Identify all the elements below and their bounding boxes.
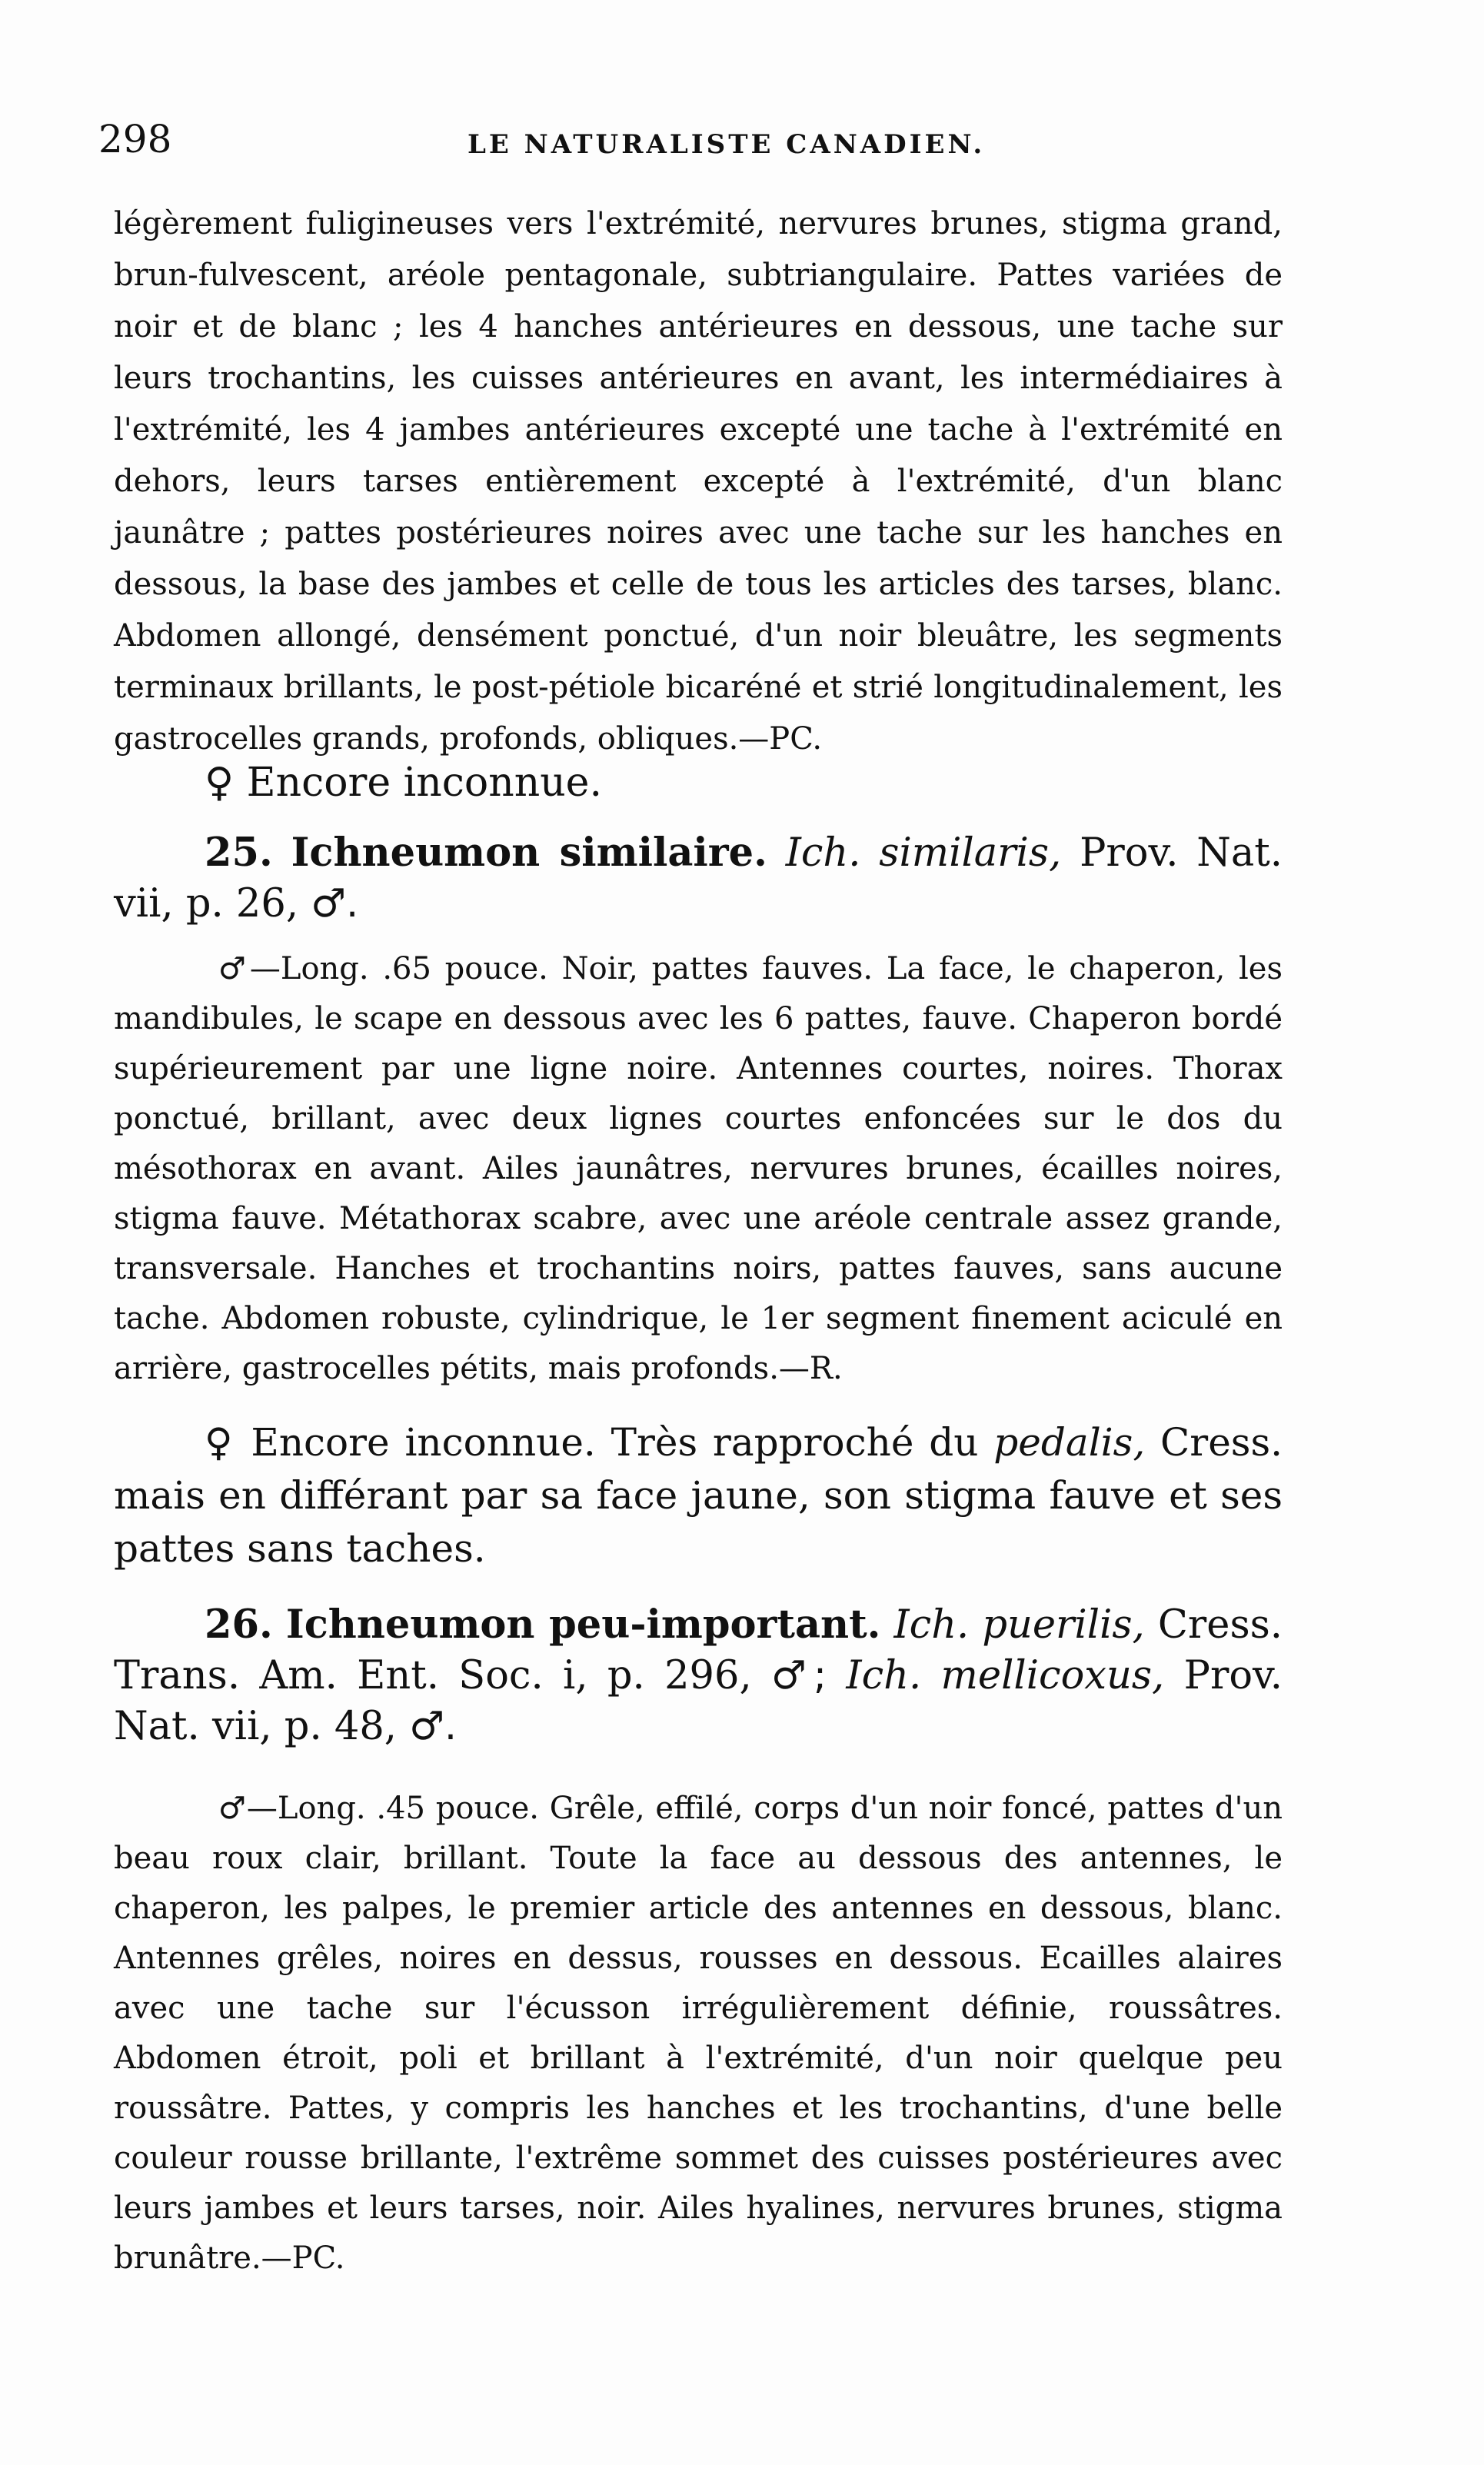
species-25-heading [114, 827, 1283, 930]
male-symbol-icon: ♂ [218, 1791, 247, 1826]
female-note-2 [114, 1416, 1283, 1575]
male-symbol-icon: ♂; [771, 1653, 827, 1698]
species-26-reference: Cress. Trans. Am. Ent. Soc. i, p. 296, [114, 1602, 1283, 1698]
species-26-number: 26. [205, 1602, 273, 1648]
species-26-common-name: Ichneumon peu-important. [285, 1602, 881, 1648]
female-note-2-text-before: Encore inconnue. Très rapproché du [251, 1420, 979, 1465]
male-symbol-icon: ♂. [409, 1704, 458, 1749]
page-number: 298 [98, 117, 172, 161]
female-symbol-icon: ♀ [205, 1420, 236, 1465]
species-25-latin-name: Ich. similaris, [785, 830, 1062, 876]
continuation-paragraph: légèrement fuligineuses vers l'extrémité, nervures brunes, stigma grand, brun-fulvescent, aréole pentagonale, subtriangulaire. Pattes variées de noir et de blanc ; les 4 hanches antérieures en dessous, une tache sur leurs trochantins, les cuisses antérieures en avant, les intermédiaires à l'extrémité, les 4 jambes antérieures excepté une tache à l'extrémité en dehors, leurs tarses entièrement excepté à l'extrémité, d'un blanc jaunâtre ; pattes postérieures noires avec une tache sur les hanches en dessous, la base des jambes et celle de tous les articles des tarses, blanc. Abdomen allongé, densément ponctué, d'un noir bleuâtre, les segments terminaux brillants, le post-pétiole bicaréné et strié longitudinalement, les gastrocelles grands, profonds, obliques.—PC. [114, 206, 1283, 757]
species-26-synonym: Ich. mellicoxus, [846, 1653, 1165, 1698]
female-note-2-text-after: Cress. mais en différant par sa face jaune, son stigma fauve et ses pattes sans taches. [114, 1420, 1283, 1571]
running-title: LE NATURALISTE CANADIEN. [467, 129, 986, 160]
species-26-description [114, 1784, 1283, 2284]
species-26-description-text: —Long. .45 pouce. Grêle, effilé, corps d'un noir foncé, pattes d'un beau roux clair, brillant. Toute la face au dessous des antennes, le chaperon, les palpes, le premier article des antennes en dessous, blanc. Antennes grêles, noires en dessus, rousses en dessous. Ecailles alaires avec une tache sur l'écusson irrégulièrement définie, roussâtres. Abdomen étroit, poli et brillant à l'extrémité, d'un noir quelque peu roussâtre. Pattes, y compris les hanches et les trochantins, d'une belle couleur rousse brillante, l'extrême sommet des cuisses postérieures avec leurs jambes et leurs tarses, noir. Ailes hyalines, nervures brunes, stigma brunâtre.—PC. [114, 1791, 1283, 2276]
female-note-1-text: Encore inconnue. [246, 760, 602, 806]
species-26-reference-2: Prov. Nat. vii, p. 48, [114, 1653, 1283, 1749]
species-25-description [114, 944, 1283, 1394]
species-25-number: 25. [205, 830, 273, 876]
species-26-heading [114, 1599, 1283, 1752]
female-symbol-icon: ♀ [205, 760, 235, 806]
male-symbol-icon: ♂. [311, 881, 359, 926]
species-26-latin-name: Ich. puerilis, [893, 1602, 1145, 1648]
species-25-common-name: Ichneumon similaire. [291, 830, 767, 876]
species-25-description-text: —Long. .65 pouce. Noir, pattes fauves. La face, le chaperon, les mandibules, le scape en dessous avec les 6 pattes, fauve. Chaperon bordé supérieurement par une ligne noire. Antennes courtes, noires. Thorax ponctué, brillant, avec deux lignes courtes enfoncées sur le dos du mésothorax en avant. Ailes jaunâtres, nervures brunes, écailles noires, stigma fauve. Métathorax scabre, avec une aréole centrale assez grande, transversale. Hanches et trochantins noirs, pattes fauves, sans aucune tache. Abdomen robuste, cylindrique, le 1er segment finement aciculé en arrière, gastrocelles pétits, mais profonds.—R. [114, 951, 1283, 1386]
female-note-2-latin: pedalis, [993, 1420, 1146, 1465]
species-25-reference: Prov. Nat. vii, p. 26, [114, 830, 1283, 926]
female-note-1 [205, 760, 602, 806]
male-symbol-icon: ♂ [218, 951, 250, 986]
